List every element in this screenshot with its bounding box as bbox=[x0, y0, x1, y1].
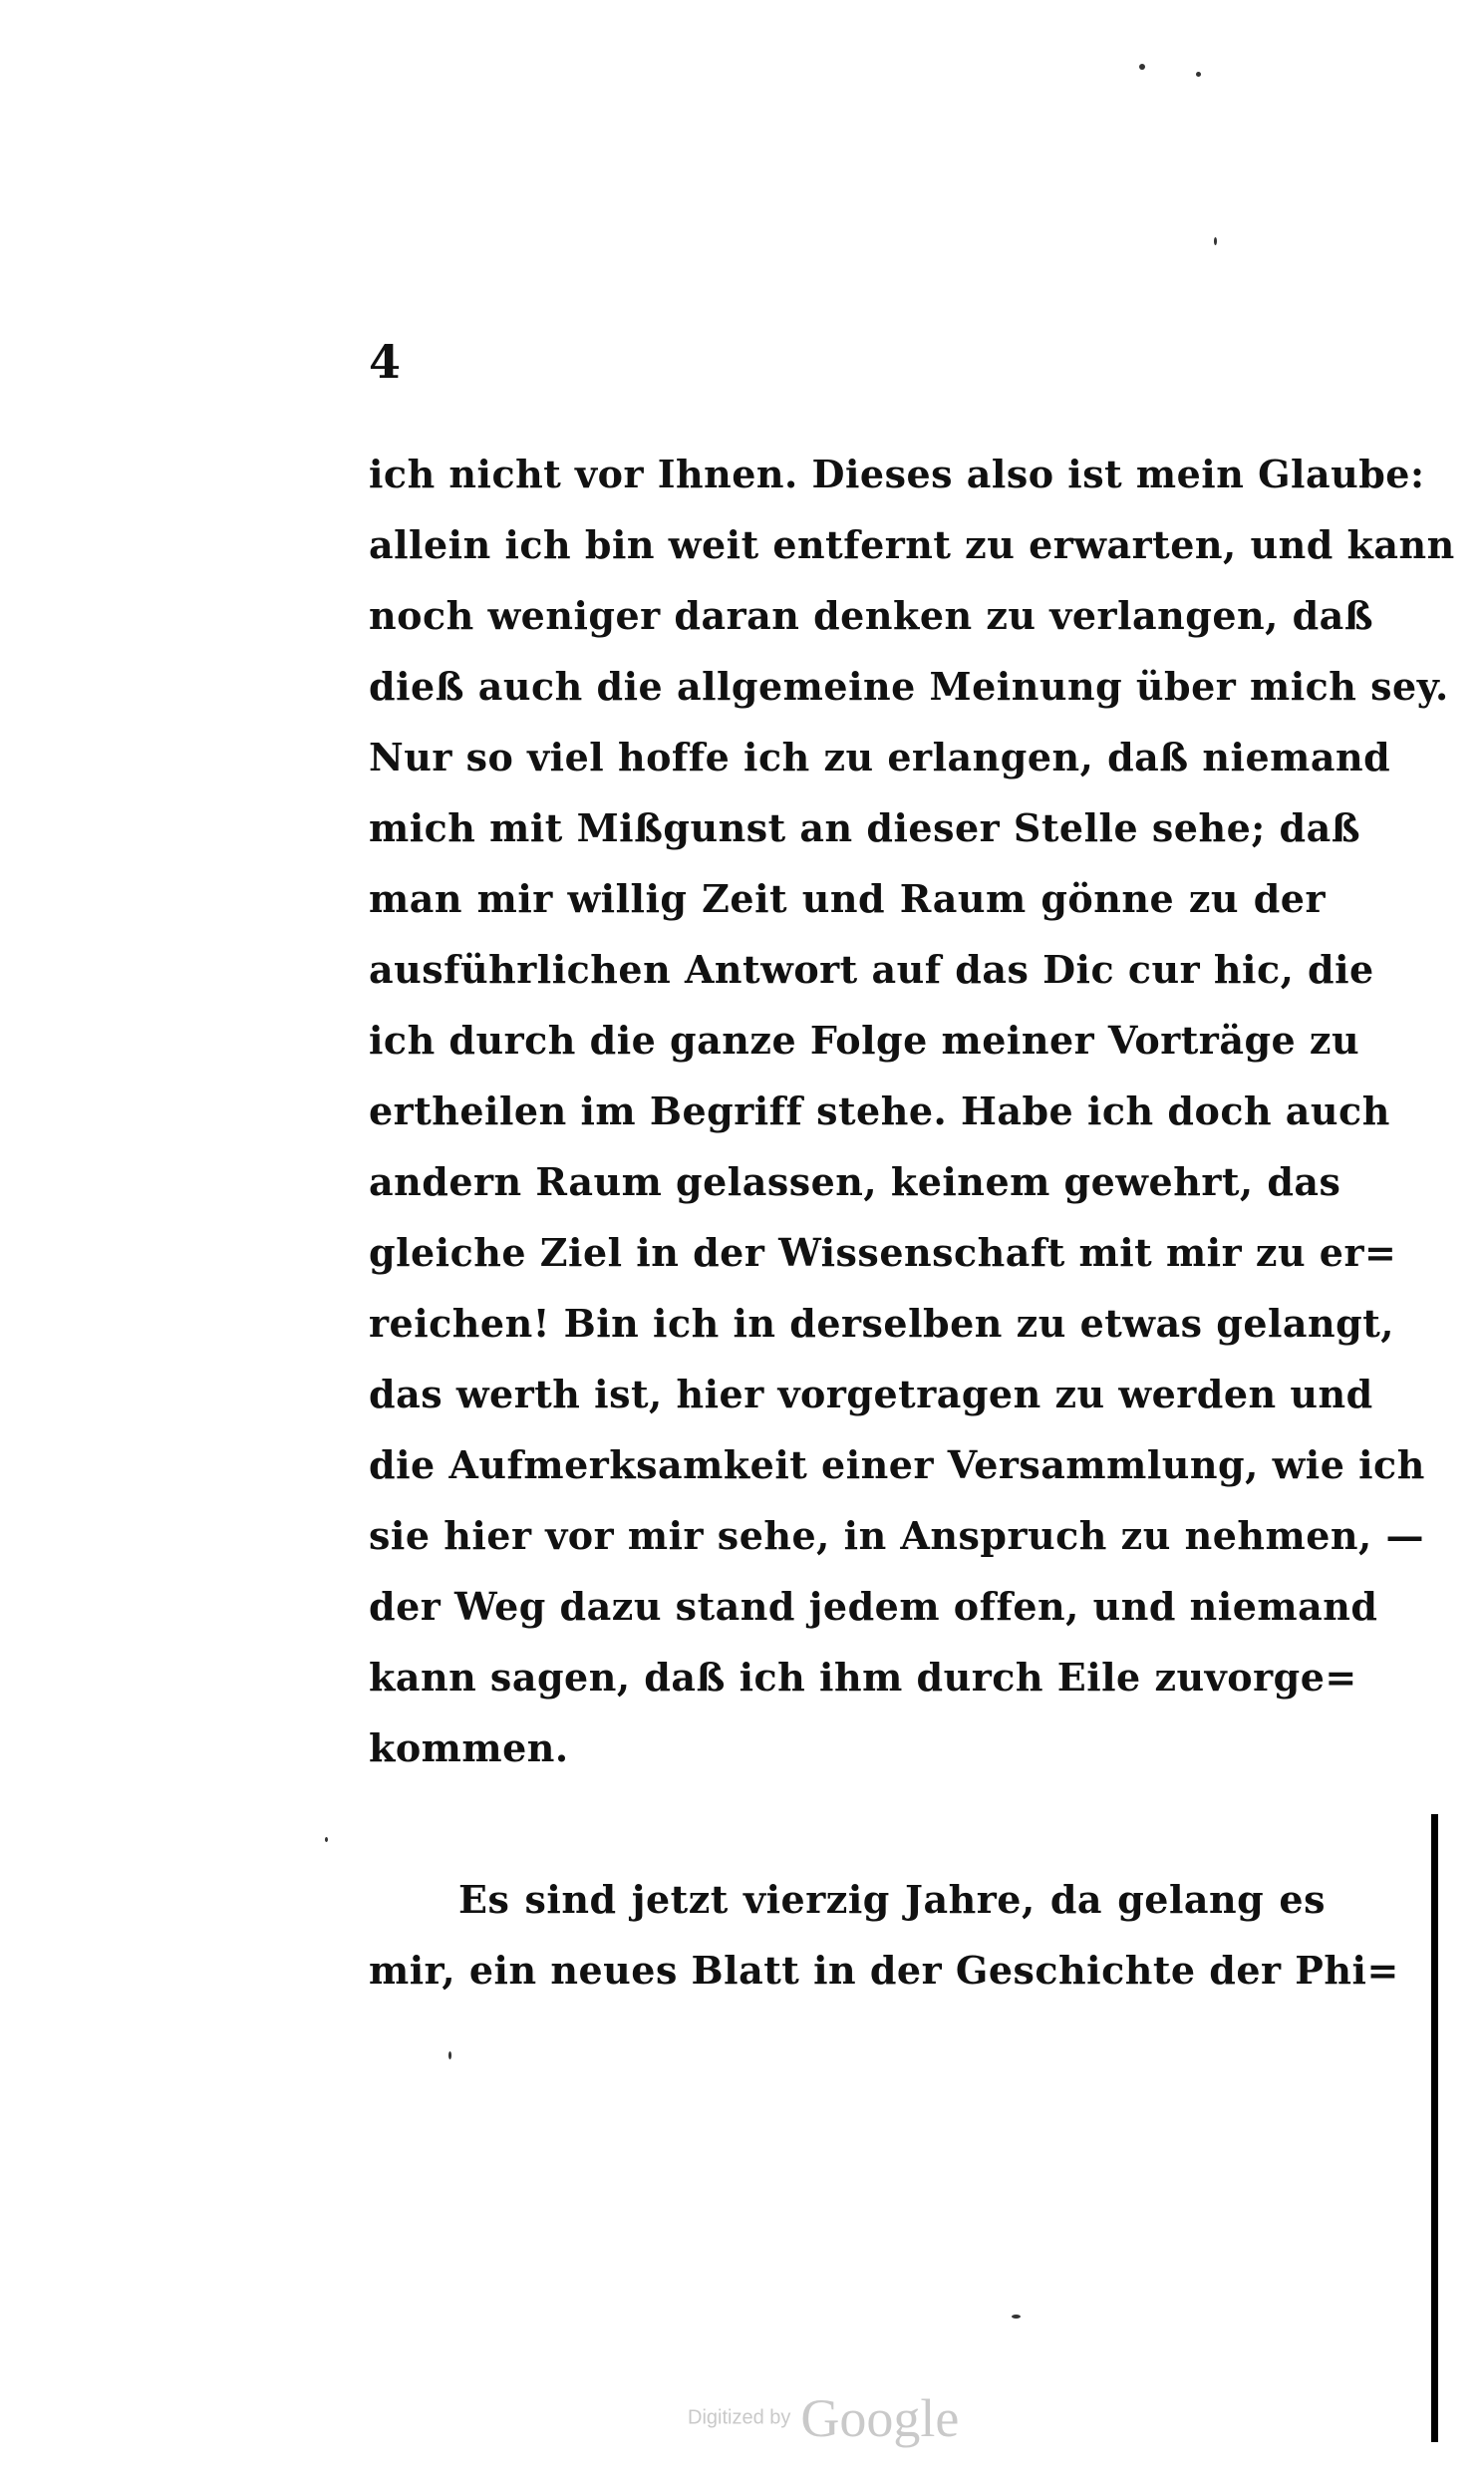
text-line: kommen. bbox=[369, 1725, 569, 1770]
text-line: mich mit Mißgunst an dieser Stelle sehe; daß bbox=[369, 805, 1361, 850]
text-line: allein ich bin weit entfernt zu erwarten, und kann bbox=[369, 522, 1455, 567]
page-number: 4 bbox=[369, 335, 402, 389]
digitized-watermark bbox=[688, 2387, 959, 2449]
text-line: noch weniger daran denken zu verlangen, daß bbox=[369, 593, 1374, 638]
text-line: Es sind jetzt vierzig Jahre, da gelang es bbox=[458, 1877, 1326, 1922]
text-line: andern Raum gelassen, keinem gewehrt, das bbox=[369, 1159, 1341, 1204]
text-line: dieß auch die allgemeine Meinung über mich sey. bbox=[369, 664, 1449, 709]
ink-speck bbox=[1214, 237, 1217, 245]
text-line: reichen! Bin ich in derselben zu etwas gelangt, bbox=[369, 1301, 1395, 1346]
text-line: ich nicht vor Ihnen. Dieses also ist mein Glaube: bbox=[369, 452, 1425, 496]
ink-speck bbox=[1012, 2315, 1021, 2319]
watermark-brand-logo: Google bbox=[800, 2388, 960, 2448]
text-line: das werth ist, hier vorgetragen zu werden und bbox=[369, 1372, 1373, 1416]
text-line: ich durch die ganze Folge meiner Vorträge zu bbox=[369, 1018, 1360, 1063]
ink-speck bbox=[1139, 64, 1145, 70]
text-line: sie hier vor mir sehe, in Anspruch zu nehmen, — bbox=[369, 1513, 1424, 1558]
text-line: Nur so viel hoffe ich zu erlangen, daß niemand bbox=[369, 735, 1391, 779]
margin-rule bbox=[1431, 1814, 1438, 2442]
ink-speck bbox=[448, 2051, 451, 2059]
text-line: die Aufmerksamkeit einer Versammlung, wie ich bbox=[369, 1442, 1425, 1487]
watermark-prefix: Digitized by bbox=[688, 2406, 791, 2429]
text-line: gleiche Ziel in der Wissenschaft mit mir zu er= bbox=[369, 1230, 1397, 1275]
text-line: man mir willig Zeit und Raum gönne zu der bbox=[369, 876, 1326, 921]
text-line: ausführlichen Antwort auf das Dic cur hic, die bbox=[369, 947, 1374, 992]
paragraph-2 bbox=[369, 1864, 1399, 2006]
ink-speck bbox=[1196, 72, 1201, 77]
text-line: ertheilen im Begriff stehe. Habe ich doch auch bbox=[369, 1088, 1390, 1133]
text-line: der Weg dazu stand jedem offen, und niemand bbox=[369, 1584, 1378, 1629]
text-line: mir, ein neues Blatt in der Geschichte der Phi= bbox=[369, 1948, 1399, 1993]
ink-speck bbox=[325, 1837, 328, 1842]
paragraph-1 bbox=[369, 439, 1455, 1783]
text-line: kann sagen, daß ich ihm durch Eile zuvorge= bbox=[369, 1655, 1357, 1700]
